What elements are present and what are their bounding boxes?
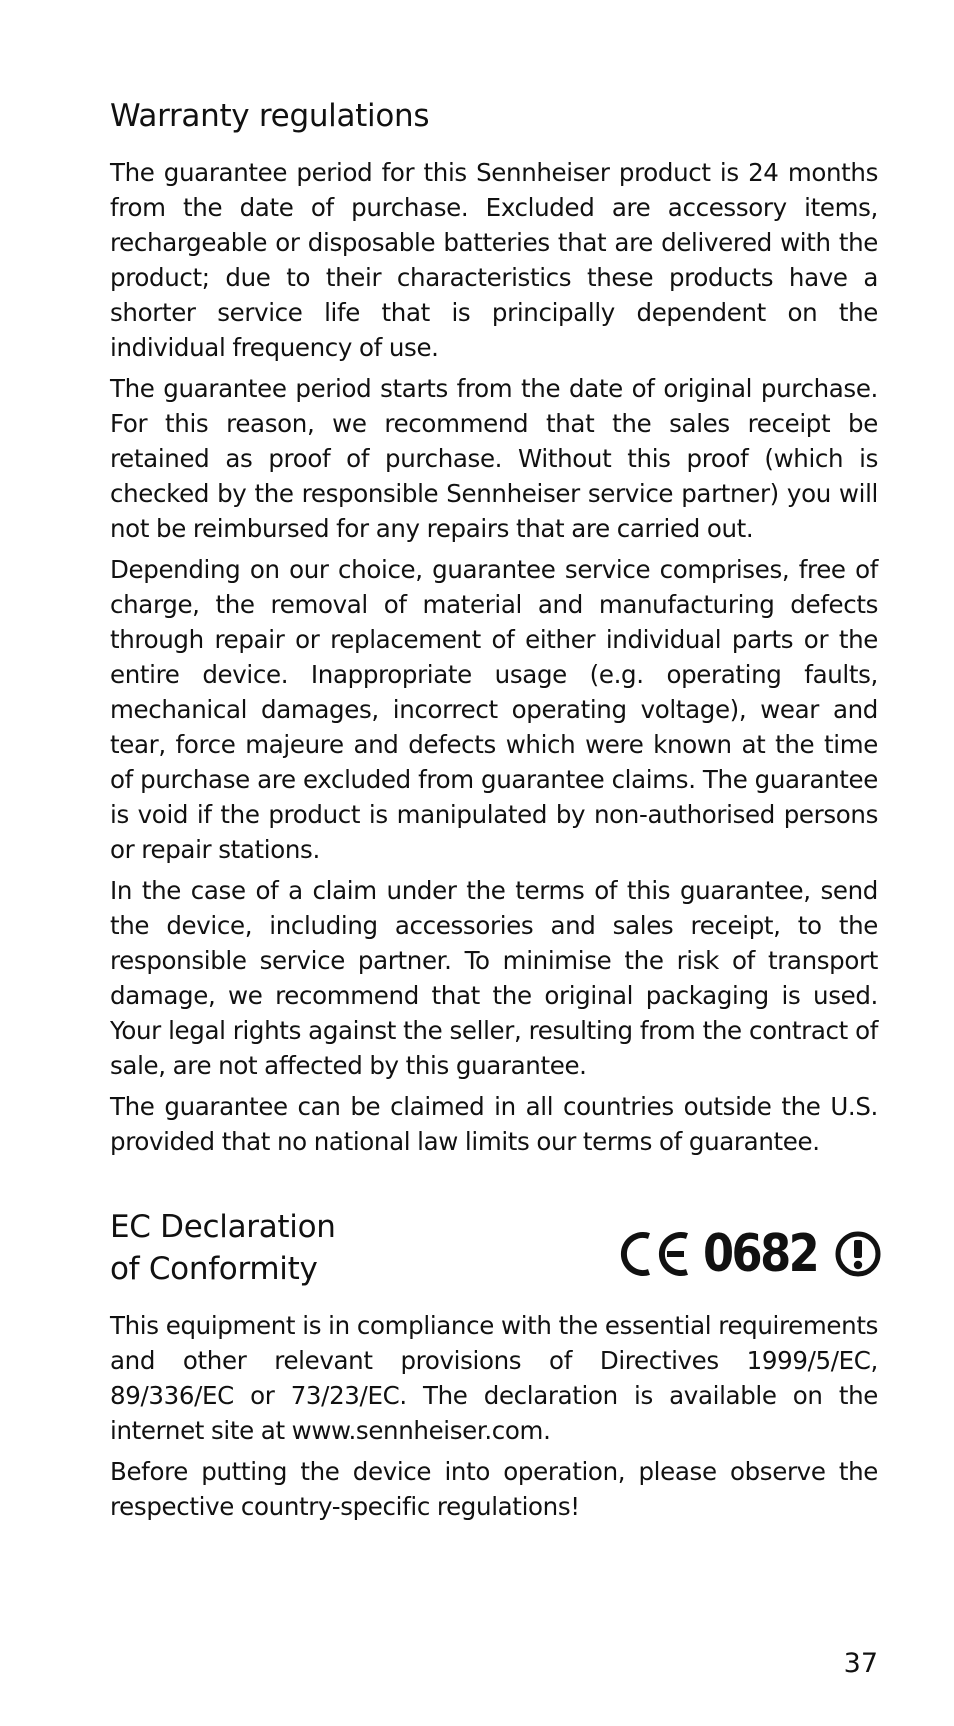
ec-declaration-section [110,1206,878,1524]
warranty-paragraph-5: The guarantee can be claimed in all countries outside the U.S. provided that no national law limits our terms of guarantee. [110,1092,878,1156]
warranty-paragraph-1: The guarantee period for this Sennheiser product is 24 months from the date of purchase. Excluded are accessory items, rechargeable or disposable batteries that are delivered with the product; due to their characteristics these products have a shorter service life that is principally dependent on the individual frequency of use. [110,158,878,362]
warranty-paragraph-4: In the case of a claim under the terms of this guarantee, send the device, including accessories and sales receipt, to the responsible service partner. To minimise the risk of transport damage, we recommend that the original packaging is used. Your legal rights against the seller, resulting from the contract of sale, are not affected by this guarantee. [110,876,878,1080]
manual-page [110,95,878,1530]
notified-body-number: 0682 [703,1224,818,1284]
page-number: 37 [843,1648,878,1679]
warranty-title: Warranty regulations [110,98,430,134]
warranty-paragraph-3: Depending on our choice, guarantee service comprises, free of charge, the removal of material and manufacturing defects through repair or replacement of either individual parts or the entire device. Inappropriate usage (e.g. operating faults, mechanical damages, incorrect operating voltage), wear and tear, force majeure and defects which were known at the time of purchase are excluded from guarantee claims. The guarantee is void if the product is manipulated by non-authorised persons or repair stations. [110,555,878,864]
warranty-paragraph-2: The guarantee period starts from the date of original purchase. For this reason, we recommend that the sales receipt be retained as proof of purchase. Without this proof (which is checked by the responsible Sennheiser service partner) you will not be reimbursed for any repairs that are carried out. [110,374,878,543]
ec-title [110,1206,336,1290]
warranty-section [110,95,878,1159]
alert-class-2-icon [834,1230,882,1278]
ec-title-line-1: EC Declaration [110,1209,336,1245]
ec-paragraph-1: This equipment is in compliance with the essential requirements and other relevant provisions of Directives 1999/5/EC, 89/336/EC or 73/23/EC. The declaration is available on the internet site at www.sennheiser.com. [110,1311,878,1445]
ec-paragraph-2: Before putting the device into operation, please observe the respective country-specific regulations! [110,1457,878,1521]
ce-mark-icon [617,1230,691,1278]
conformity-marks [617,1224,882,1284]
ec-title-line-2: of Conformity [110,1251,318,1287]
ec-header [110,1206,878,1290]
